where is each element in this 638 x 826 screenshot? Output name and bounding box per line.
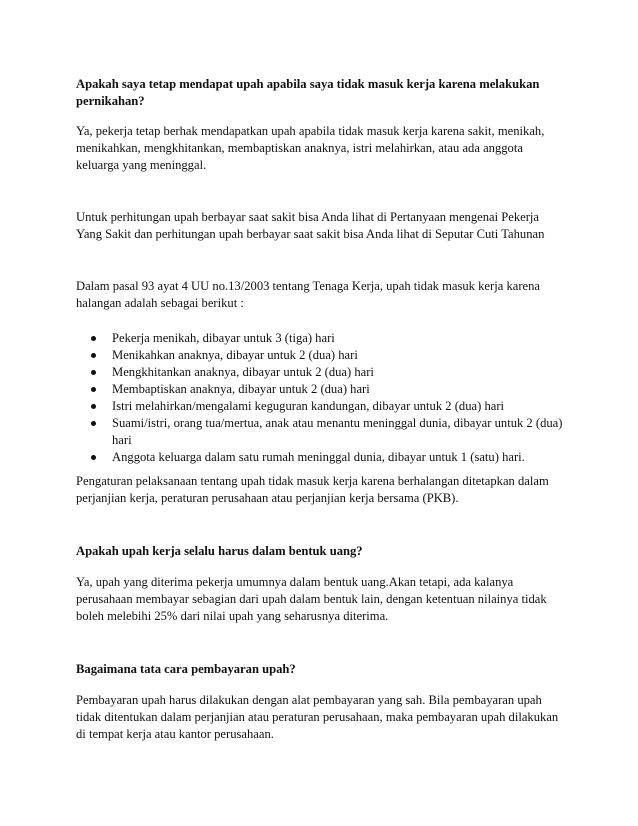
bullet-icon <box>91 455 96 460</box>
bullet-icon <box>91 370 96 375</box>
list-item <box>112 330 566 347</box>
list-item-text: Membaptiskan anaknya, dibayar untuk 2 (dua) hari <box>112 382 370 396</box>
list-item-text: Menikahkan anaknya, dibayar untuk 2 (dua) hari <box>112 348 358 362</box>
list-item <box>112 347 566 364</box>
list-item-text: Mengkhitankan anaknya, dibayar untuk 2 (dua) hari <box>112 365 374 379</box>
law-outro-paragraph: Pengaturan pelaksanaan tentang upah tidak masuk kerja karena berhalangan ditetapkan dalam perjanjian kerja, peraturan perusahaan atau perjanjian kerja bersama (PKB). <box>76 474 549 505</box>
list-item-text: Suami/istri, orang tua/mertua, anak atau menantu meninggal dunia, dibayar untuk 2 (dua) hari <box>112 416 563 447</box>
list-item-text: Pekerja menikah, dibayar untuk 3 (tiga) hari <box>112 331 335 345</box>
bullet-icon <box>91 353 96 358</box>
bullet-icon <box>91 336 96 341</box>
answer-paragraph-3: Pembayaran upah harus dilakukan dengan alat pembayaran yang sah. Bila pembayaran upah tidak ditentukan dalam perjanjian atau peraturan perusahaan, maka pembayaran upah dilakukan di tempat kerja atau kantor perusahaan. <box>76 693 559 741</box>
list-item-text: Anggota keluarga dalam satu rumah meninggal dunia, dibayar untuk 1 (satu) hari. <box>112 450 525 464</box>
answer-paragraph-2: Ya, upah yang diterima pekerja umumnya dalam bentuk uang.Akan tetapi, ada kalanya perusahaan membayar sebagian dari upah dalam bentuk lain, dengan ketentuan nilainya tidak boleh melebihi 25% dari nilai upah yang seharusnya diterima. <box>76 575 547 623</box>
list-item <box>112 398 566 415</box>
document-page <box>76 76 566 743</box>
bullet-icon <box>91 387 96 392</box>
list-item <box>112 381 566 398</box>
law-list <box>76 330 566 466</box>
bullet-icon <box>91 404 96 409</box>
list-item-text: Istri melahirkan/mengalami keguguran kandungan, dibayar untuk 2 (dua) hari <box>112 399 505 413</box>
law-intro-paragraph: Dalam pasal 93 ayat 4 UU no.13/2003 tentang Tenaga Kerja, upah tidak masuk kerja karena halangan adalah sebagai berikut : <box>76 279 541 310</box>
question-heading-1: Apakah saya tetap mendapat upah apabila saya tidak masuk kerja karena melakukan pernikahan? <box>76 77 540 108</box>
answer-paragraph-1: Ya, pekerja tetap berhak mendapatkan upah apabila tidak masuk kerja karena sakit, menikah, menikahkan, mengkhitankan, membaptiskan anaknya, istri melahirkan, atau ada anggota keluarga yang meninggal. <box>76 124 545 172</box>
bullet-icon <box>91 421 96 426</box>
note-paragraph: Untuk perhitungan upah berbayar saat sakit bisa Anda lihat di Pertanyaan mengenai Pekerja Yang Sakit dan perhitungan upah berbayar saat sakit bisa Anda lihat di Seputar Cuti Tahunan <box>76 210 545 241</box>
list-item <box>112 449 566 466</box>
question-heading-3: Bagaimana tata cara pembayaran upah? <box>76 662 296 676</box>
list-item <box>112 364 566 381</box>
list-item <box>112 415 566 449</box>
question-heading-2: Apakah upah kerja selalu harus dalam bentuk uang? <box>76 544 363 558</box>
